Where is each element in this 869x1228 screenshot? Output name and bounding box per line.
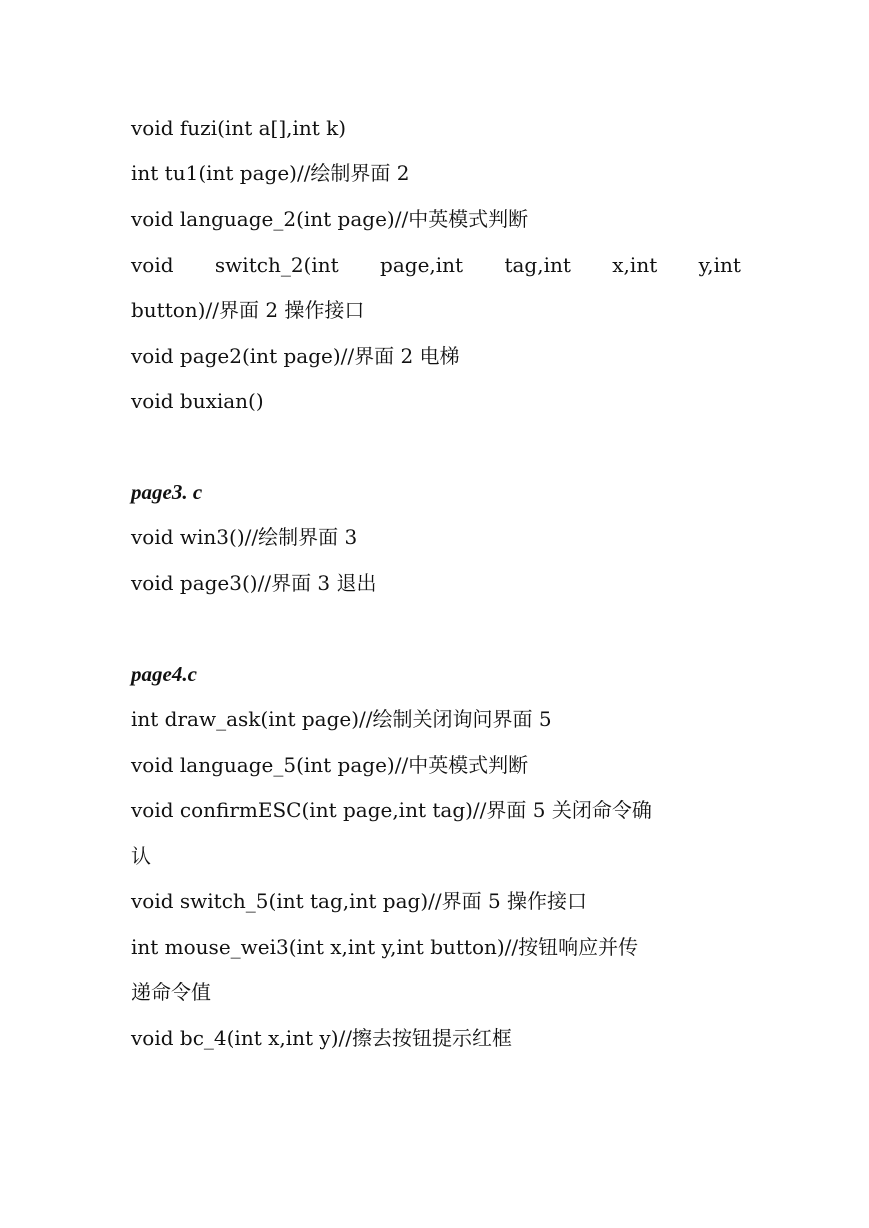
code-line-switch-2 xyxy=(131,250,741,280)
code-line-tu1: int tu1(int page)//绘制界面 2 xyxy=(131,161,410,185)
code-line-draw-ask: int draw_ask(int page)//绘制关闭询问界面 5 xyxy=(131,707,552,731)
code-line-switch-5: void switch_5(int tag,int pag)//界面 5 操作接口 xyxy=(131,889,588,913)
code-line-mouse-wei3-cont: 递命令值 xyxy=(131,980,211,1004)
code-line-language-5: void language_5(int page)//中英模式判断 xyxy=(131,753,529,777)
code-line-mouse-wei3: int mouse_wei3(int x,int y,int button)//按钮响应并传 xyxy=(131,935,639,959)
code-line-page2: void page2(int page)//界面 2 电梯 xyxy=(131,344,460,368)
code-line-confirm-esc: void confirmESC(int page,int tag)//界面 5 关闭命令确 xyxy=(131,798,652,822)
code-token: tag,int xyxy=(504,253,571,277)
code-line-page3: void page3()//界面 3 退出 xyxy=(131,571,377,595)
code-line-fuzi: void fuzi(int a[],int k) xyxy=(131,116,347,140)
code-token: x,int xyxy=(612,253,658,277)
code-line-confirm-esc-cont: 认 xyxy=(131,844,151,868)
section-heading-page3: page3. c xyxy=(131,480,203,504)
code-line-language-2: void language_2(int page)//中英模式判断 xyxy=(131,207,529,231)
code-line-buxian: void buxian() xyxy=(131,389,264,413)
section-heading-page4: page4.c xyxy=(131,662,197,686)
code-token: page,int xyxy=(380,253,464,277)
code-line-bc-4: void bc_4(int x,int y)//擦去按钮提示红框 xyxy=(131,1026,512,1050)
code-token: y,int xyxy=(698,253,741,277)
code-line-win3: void win3()//绘制界面 3 xyxy=(131,525,358,549)
code-token: switch_2(int xyxy=(214,253,339,277)
code-line-switch-2-cont: button)//界面 2 操作接口 xyxy=(131,298,365,322)
code-token: void xyxy=(131,253,174,277)
